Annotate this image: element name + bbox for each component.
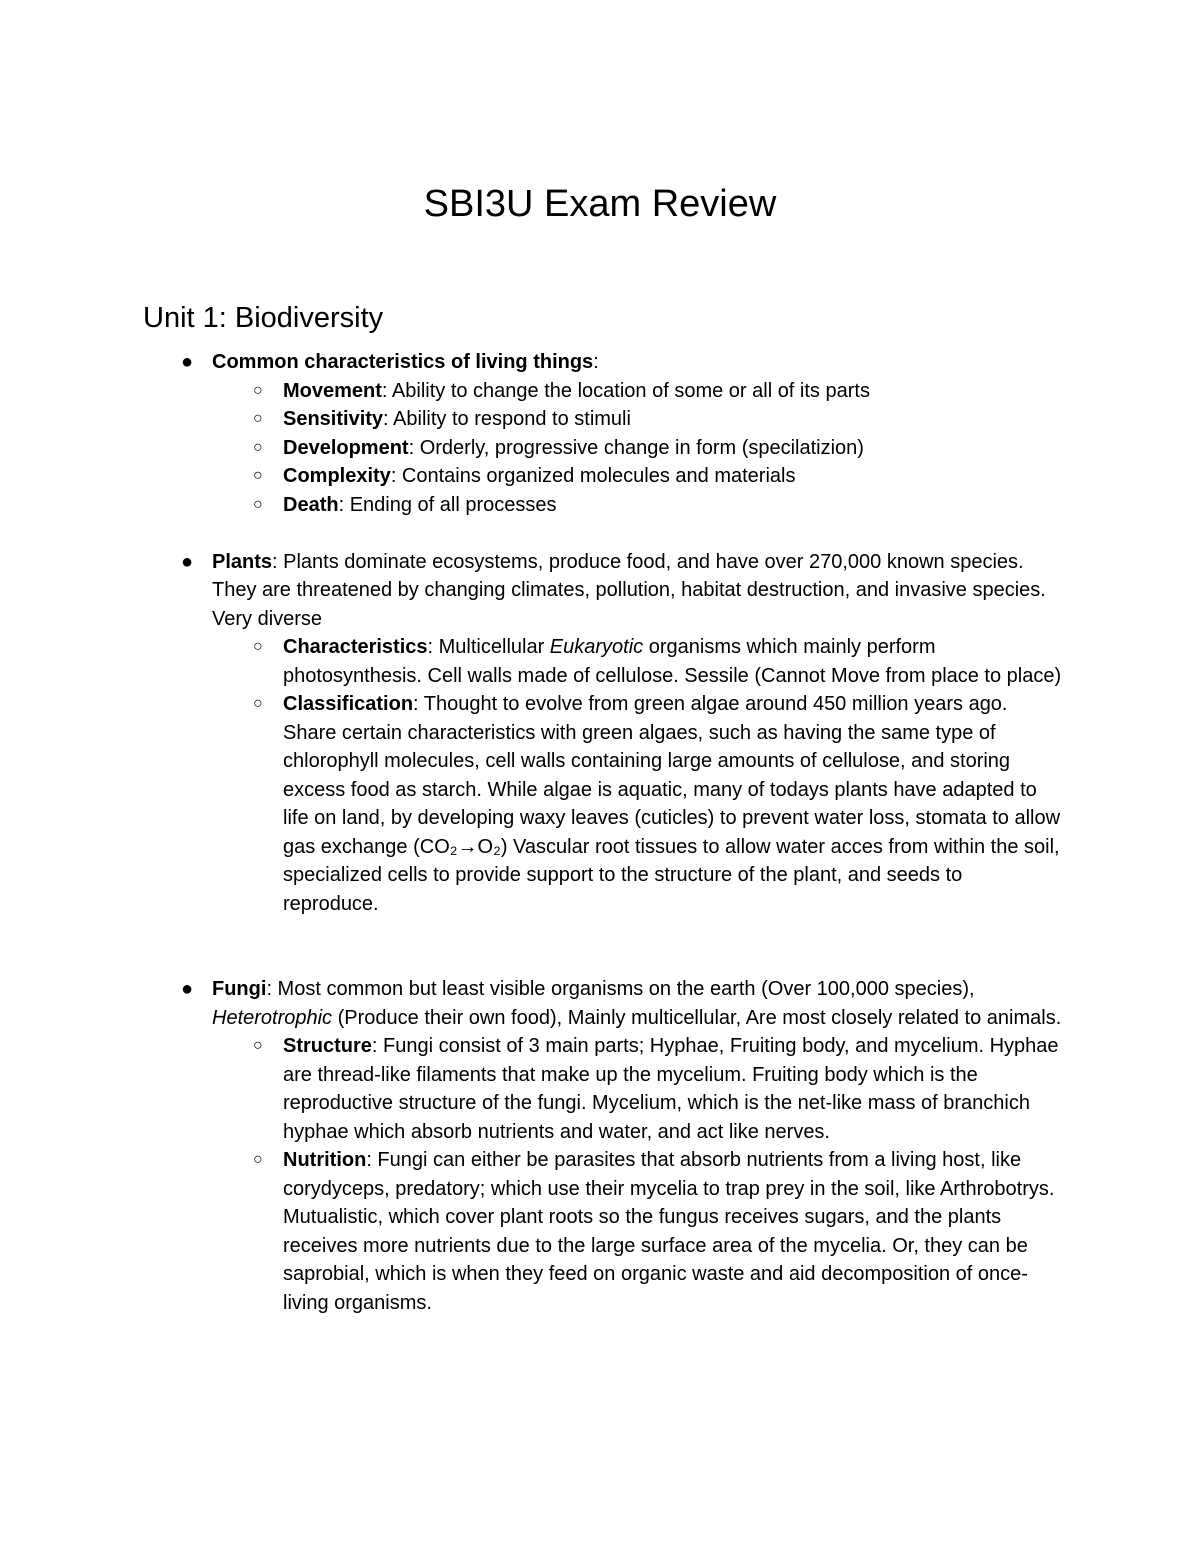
item-label: Fungi xyxy=(212,978,267,1000)
sub-item-text: : Orderly, progressive change in form (specilatizion) xyxy=(408,436,864,459)
unit-heading: Unit 1: Biodiversity xyxy=(143,302,384,334)
sub-item-text: : Ending of all processes xyxy=(338,493,557,516)
sub-item-label: Movement xyxy=(283,379,382,402)
document-body xyxy=(181,348,1062,1317)
italic-term: Eukaryotic xyxy=(549,636,644,658)
hollow-bullet-icon: ○ xyxy=(253,638,263,655)
spacer xyxy=(212,918,1062,975)
sub-item-classification xyxy=(253,690,1062,918)
sub-item-nutrition xyxy=(253,1146,1062,1317)
sub-item-label: Classification xyxy=(283,693,414,715)
sub-item-text: : Ability to change the location of some or all of its parts xyxy=(381,379,870,402)
sub-item-text: : Thought to evolve from green algae around 450 million years ago. Share certain characteristics with green algaes, such as having the same type of chlorophyll molecules, cell walls containing large amounts of cellulose, and storing excess food as starch. While algae is aquatic, many of todays plants have adapted to life on land, by developing waxy leaves (cuticles) to prevent water loss, stomata to allow gas exchange (CO₂→O₂) Vascular root tissues to allow water acces from within the soil, specialized cells to provide support to the structure of the plant, and seeds to reproduce. xyxy=(283,693,1061,915)
sub-item-label: Structure xyxy=(283,1035,372,1057)
document-title: SBI3U Exam Review xyxy=(423,183,777,225)
bullet-icon: ● xyxy=(181,978,194,1000)
hollow-bullet-icon: ○ xyxy=(253,695,263,712)
sub-item-text: : Multicellular xyxy=(427,636,550,658)
sub-item-label: Complexity xyxy=(283,465,391,487)
bullet-icon: ● xyxy=(181,550,194,573)
item-label: Plants xyxy=(212,550,273,573)
sub-item-characteristics xyxy=(253,633,1062,690)
sub-item-development xyxy=(253,434,1062,463)
sub-item-death xyxy=(253,491,1062,520)
sub-item-text: organisms which mainly perform photosynthesis. Cell walls made of cellulose. Sessile (Cannot Move from place to place) xyxy=(283,636,1062,687)
hollow-bullet-icon: ○ xyxy=(253,495,263,513)
sub-item-label: Nutrition xyxy=(283,1149,367,1171)
hollow-bullet-icon: ○ xyxy=(253,467,263,484)
item-text: : Plants dominate ecosystems, produce food, and have over 270,000 known species. They are threatened by changing climates, pollution, habitat destruction, and invasive species. Very diverse xyxy=(212,550,1046,630)
list-item-plants xyxy=(181,548,1062,919)
sub-item-structure xyxy=(253,1032,1062,1146)
sub-item-complexity xyxy=(253,462,1062,491)
bullet-icon: ● xyxy=(181,351,194,373)
sub-item-movement xyxy=(253,377,1062,406)
hollow-bullet-icon: ○ xyxy=(253,438,263,456)
item-text: : Most common but least visible organisms on the earth (Over 100,000 species), xyxy=(266,978,975,1000)
list-item-common-characteristics xyxy=(181,348,1062,519)
sub-item-text: : Fungi can either be parasites that absorb nutrients from a living host, like corydyceps, predatory; which use their mycelia to trap prey in the soil, like Arthrobotrys. Mutualistic, which cover plant roots so the fungus receives sugars, and the plants receives more nutrients due to the large surface area of the mycelia. Or, they can be saprobial, which is when they feed on organic waste and aid decomposition of once-living organisms. xyxy=(283,1149,1055,1314)
item-text: : xyxy=(593,351,599,373)
hollow-bullet-icon: ○ xyxy=(253,381,263,399)
hollow-bullet-icon: ○ xyxy=(253,1151,263,1168)
sub-item-label: Characteristics xyxy=(283,636,428,658)
sub-item-label: Development xyxy=(283,436,409,459)
sub-item-text: : Contains organized molecules and materials xyxy=(390,465,796,487)
sub-item-text: : Ability to respond to stimuli xyxy=(383,408,631,430)
spacer xyxy=(212,519,1062,548)
list-item-fungi xyxy=(181,975,1062,1317)
italic-term: Heterotrophic xyxy=(212,1006,333,1029)
item-label: Common characteristics of living things xyxy=(212,351,594,373)
hollow-bullet-icon: ○ xyxy=(253,1037,263,1054)
sub-item-label: Sensitivity xyxy=(283,408,384,430)
hollow-bullet-icon: ○ xyxy=(253,410,263,427)
sub-item-sensitivity xyxy=(253,405,1062,434)
sub-item-text: : Fungi consist of 3 main parts; Hyphae, Fruiting body, and mycelium. Hyphae are thread-like filaments that make up the mycelium. Fruiting body which is the reproductive structure of the fungi. Mycelium, which is the net-like mass of branchich hyphae which absorb nutrients and water, and act like nerves. xyxy=(283,1035,1059,1143)
item-text: (Produce their own food), Mainly multicellular, Are most closely related to animals. xyxy=(332,1006,1062,1029)
sub-item-label: Death xyxy=(283,493,339,516)
